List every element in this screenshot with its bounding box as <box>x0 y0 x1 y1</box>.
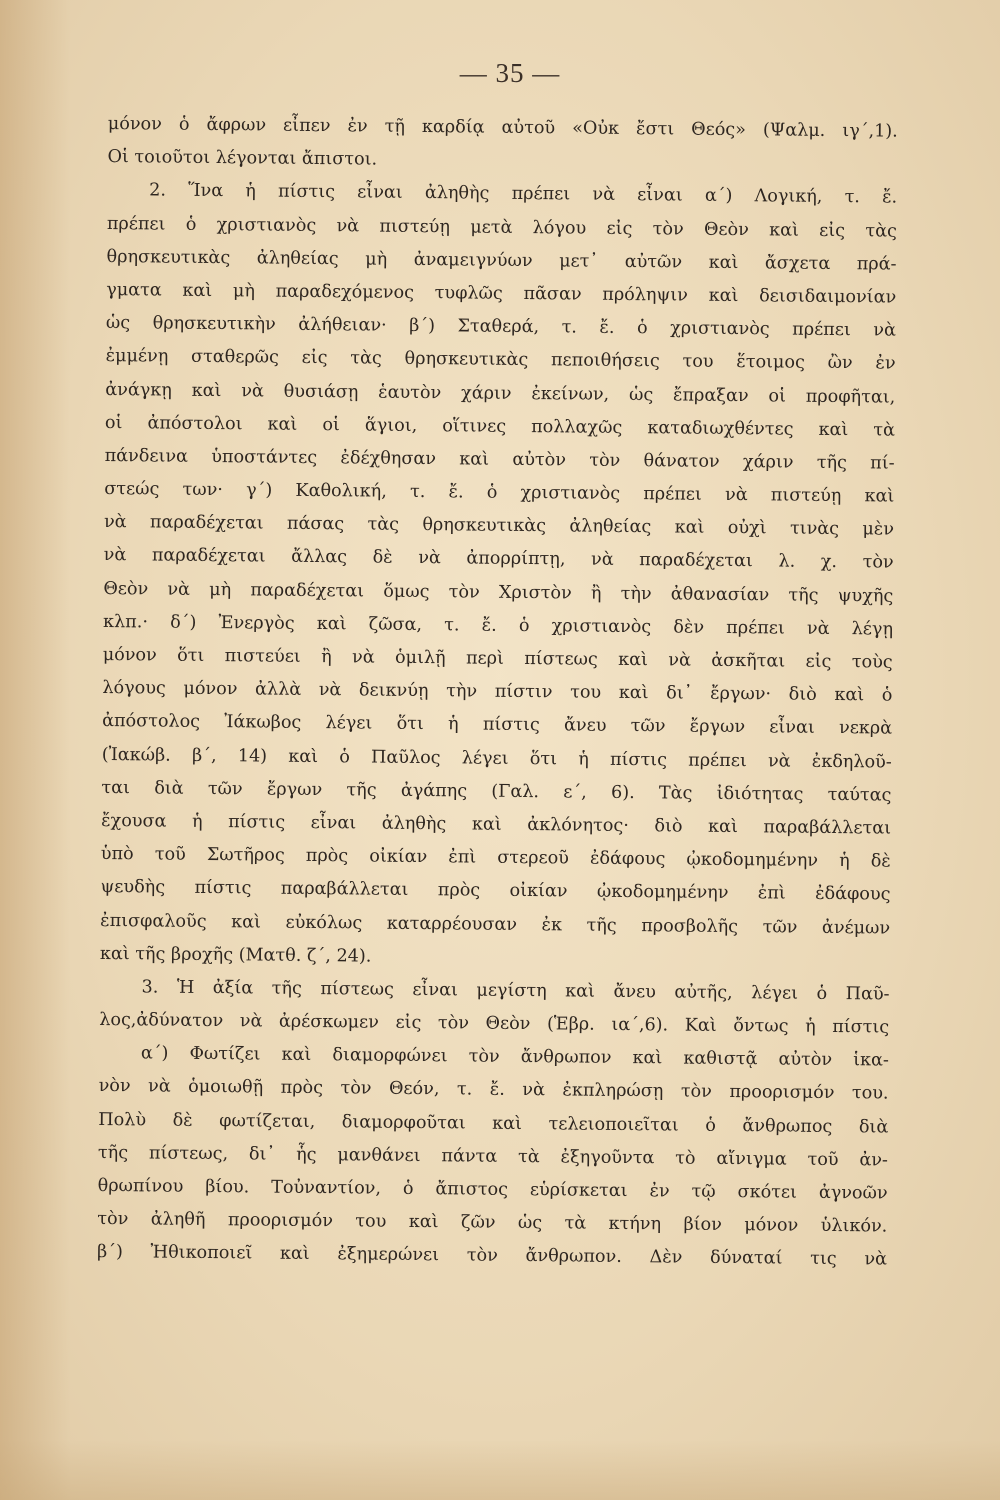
text-line: κλπ.· δ΄) Ἐνεργὸς καὶ ζῶσα, τ. ἔ. ὁ χριστιανὸς δὲν πρέπει νὰ λέγῃ <box>102 611 894 640</box>
paper-stain-left <box>0 0 70 1500</box>
text-line: θρωπίνου βίου. Τοὐναντίον, ὁ ἄπιστος εὑρίσκεται ἐν τῷ σκότει ἀγνοῶν <box>97 1175 888 1204</box>
paper-stain-bottom <box>0 1440 1000 1500</box>
text-line: νὸν νὰ ὁμοιωθῇ πρὸς τὸν Θεόν, τ. ἔ. νὰ ἐκπληρώσῃ τὸν προορισμόν του. <box>98 1076 889 1104</box>
text-line: πρέπει ὁ χριστιανὸς νὰ πιστεύῃ μετὰ λόγου εἰς τὸν Θεὸν καὶ εἰς τὰς <box>106 213 897 242</box>
text-line: 3. Ἡ ἀξία τῆς πίστεως εἶναι μεγίστη καὶ ἄνευ αὐτῆς, λέγει ὁ Παῦ- <box>141 977 890 1005</box>
text-line: ὑπὸ τοῦ Σωτῆρος πρὸς οἰκίαν ἐπὶ στερεοῦ ἐδάφους ᾠκοδομημένην ἡ δὲ <box>100 844 891 872</box>
text-line: ἐμμένῃ σταθερῶς εἰς τὰς θρησκευτικὰς πεποιθήσεις του ἕτοιμος ὢν ἐν <box>105 346 896 374</box>
text-line: λος,ἀδύνατον νὰ ἀρέσκωμεν εἰς τὸν Θεὸν (Ἑβρ. ια΄,6). Καὶ ὄντως ἡ πίστις <box>99 1010 890 1038</box>
text-line: ἔχουσα ἡ πίστις εἶναι ἀληθὴς καὶ ἀκλόνητος· διὸ καὶ παραβάλλεται <box>101 810 892 839</box>
page-number: — 35 — <box>459 58 561 88</box>
text-line: ὡς θρησκευτικὴν ἀλήθειαν· β΄) Σταθερά, τ. ἔ. ὁ χριστιανὸς πρέπει νὰ <box>105 313 896 341</box>
text-line: α΄) Φωτίζει καὶ διαμορφώνει τὸν ἄνθρωπον καὶ καθιστᾷ αὐτὸν ἱκα- <box>140 1043 889 1071</box>
text-line: Θεὸν νὰ μὴ παραδέχεται ὅμως τὸν Χριστὸν ἢ τὴν ἀθανασίαν τῆς ψυχῆς <box>103 578 894 607</box>
text-line: ψευδὴς πίστις παραβάλλεται πρὸς οἰκίαν ᾠκοδομημένην ἐπὶ ἐδάφους <box>100 877 891 905</box>
text-line: (Ἰακώβ. β΄, 14) καὶ ὁ Παῦλος λέγει ὅτι ἡ πίστις πρέπει νὰ ἐκδηλοῦ- <box>101 744 892 773</box>
text-line: ται διὰ τῶν ἔργων τῆς ἀγάπης (Γαλ. ε΄, 6). Τὰς ἰδιότητας ταύτας <box>101 777 892 806</box>
body-text <box>97 108 898 1277</box>
text-line: νὰ παραδέχεται ἄλλας δὲ νὰ ἀπορρίπτῃ, νὰ παραδέχεται λ. χ. τὸν <box>103 545 894 573</box>
text-line: θρησκευτικὰς ἀληθείας μὴ ἀναμειγνύων μετ᾽ αὐτῶν καὶ ἄσχετα πρά- <box>106 246 897 275</box>
text-line: μόνον ὁ ἄφρων εἶπεν ἐν τῇ καρδίᾳ αὐτοῦ «Οὐκ ἔστι Θεός» (Ψαλμ. ιγ΄,1). <box>107 113 898 142</box>
text-line: μόνον ὅτι πιστεύει ἢ νὰ ὁμιλῇ περὶ πίστεως καὶ νὰ ἀσκῆται εἰς τοὺς <box>102 644 893 673</box>
text-line: πάνδεινα ὑποστάντες ἐδέχθησαν καὶ αὐτὸν τὸν θάνατον χάριν τῆς πί- <box>104 445 895 474</box>
text-line: τὸν ἀληθῆ προορισμόν του καὶ ζῶν ὡς τὰ κτήνη βίον μόνον ὑλικόν. <box>97 1209 888 1237</box>
text-line: νὰ παραδέχεται πάσας τὰς θρησκευτικὰς ἀληθείας καὶ οὐχὶ τινὰς μὲν <box>103 512 895 540</box>
text-line: καὶ τῆς βροχῆς (Ματθ. ζ΄, 24). <box>99 943 372 967</box>
text-line: Οἱ τοιοῦτοι λέγονται ἄπιστοι. <box>107 147 378 170</box>
text-line: ἀνάγκῃ καὶ νὰ θυσιάσῃ ἑαυτὸν χάριν ἐκείνων, ὡς ἔπραξαν οἱ προφῆται, <box>105 379 896 408</box>
text-line: στεώς των· γ΄) Καθολική, τ. ἔ. ὁ χριστιανὸς πρέπει νὰ πιστεύῃ καὶ <box>104 479 895 507</box>
text-line: Πολὺ δὲ φωτίζεται, διαμορφοῦται καὶ τελειοποιεῖται ὁ ἄνθρωπος διὰ <box>98 1109 889 1138</box>
text-line: οἱ ἀπόστολοι καὶ οἱ ἅγιοι, οἵτινες πολλαχῶς καταδιωχθέντες καὶ τὰ <box>104 412 896 441</box>
text-line: γματα καὶ μὴ παραδεχόμενος τυφλῶς πᾶσαν πρόληψιν καὶ δεισιδαιμονίαν <box>106 279 897 308</box>
text-line: ἀπόστολος Ἰάκωβος λέγει ὅτι ἡ πίστις ἄνευ τῶν ἔργων εἶναι νεκρὰ <box>102 711 893 739</box>
text-line: 2. Ἵνα ἡ πίστις εἶναι ἀληθὴς πρέπει νὰ εἶναι α΄) Λογική, τ. ἔ. <box>149 180 898 208</box>
text-line: τῆς πίστεως, δι᾽ ἧς μανθάνει πάντα τὰ ἐξηγοῦντα τὸ αἴνιγμα τοῦ ἀν- <box>97 1142 889 1171</box>
text-line: λόγους μόνον ἀλλὰ νὰ δεικνύῃ τὴν πίστιν του καὶ δι᾽ ἔργων· διὸ καὶ ὁ <box>102 678 893 706</box>
text-line: β΄) Ἠθικοποιεῖ καὶ ἐξημερώνει τὸν ἄνθρωπον. Δὲν δύναταί τις νὰ <box>96 1242 888 1270</box>
text-line: ἐπισφαλοῦς καὶ εὐκόλως καταρρέουσαν ἐκ τῆς προσβολῆς τῶν ἀνέμων <box>100 910 891 939</box>
